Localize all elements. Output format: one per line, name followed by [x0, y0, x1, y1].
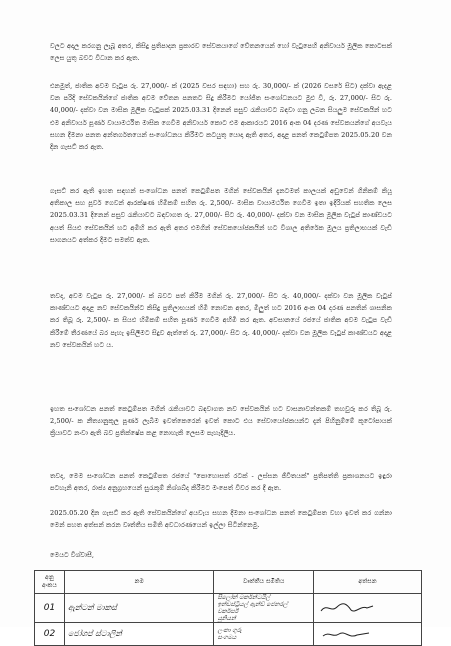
signature-table [34, 570, 422, 646]
union-line: සංගමය [217, 634, 237, 641]
union-line: යූනියන් [217, 615, 236, 622]
header-serial-number: අනු අංකය [35, 571, 65, 594]
row-name: ඇන්ටන් මාකස් [64, 594, 213, 623]
row-signature [314, 594, 422, 623]
paragraph-7: 2025.05.20 දින ගැසට් කර ඇති සේවකයින්ගේ අයවැය සහන දීමනා සංශෝධන පනත් කෙටුම්පත වහා ඉවත් කර ගන්නා මෙන් පහත අත්සන් කරන වෘත්තීය සමිති අවධාරණයෙන් ඉල්ලා සිටින්නෙමු. [50, 509, 392, 530]
table-row [35, 594, 422, 623]
paragraph-2: එනමුත්, ජාතික අවම වැටුප රු. 27,000/- ක් (2025 වසර සඳහා) සහ රු. 30,000/- ක් (2026 වසරේ සිට) දක්වා ඇදළ වන පරිදි සේවකයින්ගේ ජාතික අවම වේතන පනතට සිදු කිරීමට යෝජිත සංශෝධනයට මුළු වී, රු. 27,000/- සිට රු. 40,000/- දක්වා වන මාසික මූලික වැටුපක් 2025.03.31 දිනෙන් පසුව රැකියාවට බඳවා ගනු ලබන සියලුම සේවකයින් හට එම අනිවාර්ය පූර්ණ වායාමර්ථිත මාසික ගෙවීම අනිවාර්ය කොට එම ආකාරයට 2016 අංක 04 දරණ සේවකයන්ගේ අයවැය සහන දීමනා පනත අන්තර්ගතයෙන් සංශෝධනය කිරීමට කටයුතු යොදා ඇති අතර, අදාළ පනත් කෙටුම්පත 2025.05.20 වන දින ගැසට් කර ඇත. [50, 82, 392, 152]
signature-table-header-row [35, 571, 422, 594]
handwritten-signature [317, 627, 377, 641]
header-trade-union: වෘත්තීය සමිතිය [214, 571, 314, 594]
row-signature [314, 623, 422, 646]
paragraph-1: වලට අදාල කරගනු ලැබූ අතර, කිසිදු ප්‍රතිපාදන ප්‍රකාරව සේවකයාගේ වේතනයෙන් හෝ වැටුපෙහි අනිවාර්ය මූලික කොටසක් ලෙස යුතු බවට විධාන කර ඇත. [50, 42, 392, 63]
header-signature: අත්සන [314, 571, 422, 594]
handwritten-signature [317, 601, 377, 615]
row-number: 01 [35, 594, 65, 623]
union-line: සිලෝන් මර්කන්ටයිල් [217, 594, 271, 601]
table-row [35, 623, 422, 646]
paragraph-3: ගැසට් කර ඇති ඉහත සඳහන් සංශෝධන පනත් කෙටුම්පත මගින් සේවකයින් දැනටමත් කාලයක් අඩුවෙන් ගිනිකම් කියූ අතිකාල සහ පූර්ව ගෙවන් ආරක්ෂණ හිමිකම් සහිත රු. 2,500/- මාසික වායාමර්ථිත ගෙවීම ඉතා ඉදිරියක් සහතික ලෙස 2025.03.31 දිනෙන් පසුව රැකියාවට බඳවාගත රු. 27,000/- සිට රු. 40,000/- දක්වා වන මාසික මූලික වැටුප් කාණ්ඩයට අයත් සියළු සේවකයින් හට අමිහි කර ඇති අතර එමගින් සේවකයෝජකයින් හට විශාල අතිරේක මූලය ප්‍රතිලාභයක් වැඩි සාගනයට අත්කර දීමට සමත්ව ඇත. [50, 187, 392, 244]
row-number: 02 [35, 623, 65, 646]
paragraph-6: තවද, මෙම සංශෝධන පනත් කෙටුම්පත රජයේ "පොහොසත් රටක් - ලස්සන ජීවිතයක්" ප්‍රතිපත්ති ප්‍රකාශනයට ඉඳුරා පටහැනි අතර, රාජ්‍ය අනුග්‍රහයෙන් සුරැකුම් නිශ්ශබ්ද කිරීමට මංපෙත් විවර කර දී ඇත. [50, 472, 392, 493]
union-line: ලංකා ගුරු [217, 627, 242, 634]
union-line: ඉන්ඩස්ට්‍රියල් ඇන්ඩ් ජෙනරල් වර්කර්ස් [217, 601, 288, 615]
row-name: ජෝශප් ස්ටාලින් [64, 623, 213, 646]
row-union [214, 623, 314, 646]
row-union [214, 594, 314, 623]
header-name: නම [64, 571, 213, 594]
paragraph-5: ඉහත සංශෝධන පනත් කෙටුම්පත මගින් රැකියාවට බඳවාගත නව සේවකයින් හට වාසනාවන්තකම් තහවුරු කර තිබූ රු. 2,500/- ක නීත්‍යානුකූල පූර්ණ ලැබීම ඉවත්කෙරෙන් ඉවත් කොට එය සේවායෝජකයන්ට දැන් පිහිනුම්මේ කූටෝපායක් ක්‍රියාවට නංවා ඇති බව ප්‍රතික්ෂේප කළ නොහැකි ලෙසම පැහැදිලිය. [50, 405, 392, 438]
paragraph-4: තවද, අවම වැටුප රු. 27,000/- ක් බවට පත් කිරීම මගින් රු. 27,000/- සිට රු. 40,000/- දක්වා වන මූලික වැටුප් කාණ්ඩයට අදාළ නව සේවකයින්ට කිසිදු ප්‍රතිලාභයක් හිමි නොවන අතර, මිලුත් හට 2016 අංක 04 දරණ පනතින් ශාසනික කර තිබූ රු. 2,500/- ක සියළු හිමිකම් සහිත පූර්ණ ගෙවීම අහිමි කර ඇත. අවසානයේ රජයේ ජාතික අවම වැටුප වැඩි කිරීමේ තීරණයේ බර පැහැ ඉසිලීමට සිදුව ඇත්තේ රු. 27,000/- සිට රු. 40,000/- දක්වා වන මූලික වැටුප් කාණ්ඩයට අදාළ නව සේවකයින් හට ය. [50, 292, 392, 349]
sign-off: මෙයට විශ්වාසී, [50, 551, 95, 559]
